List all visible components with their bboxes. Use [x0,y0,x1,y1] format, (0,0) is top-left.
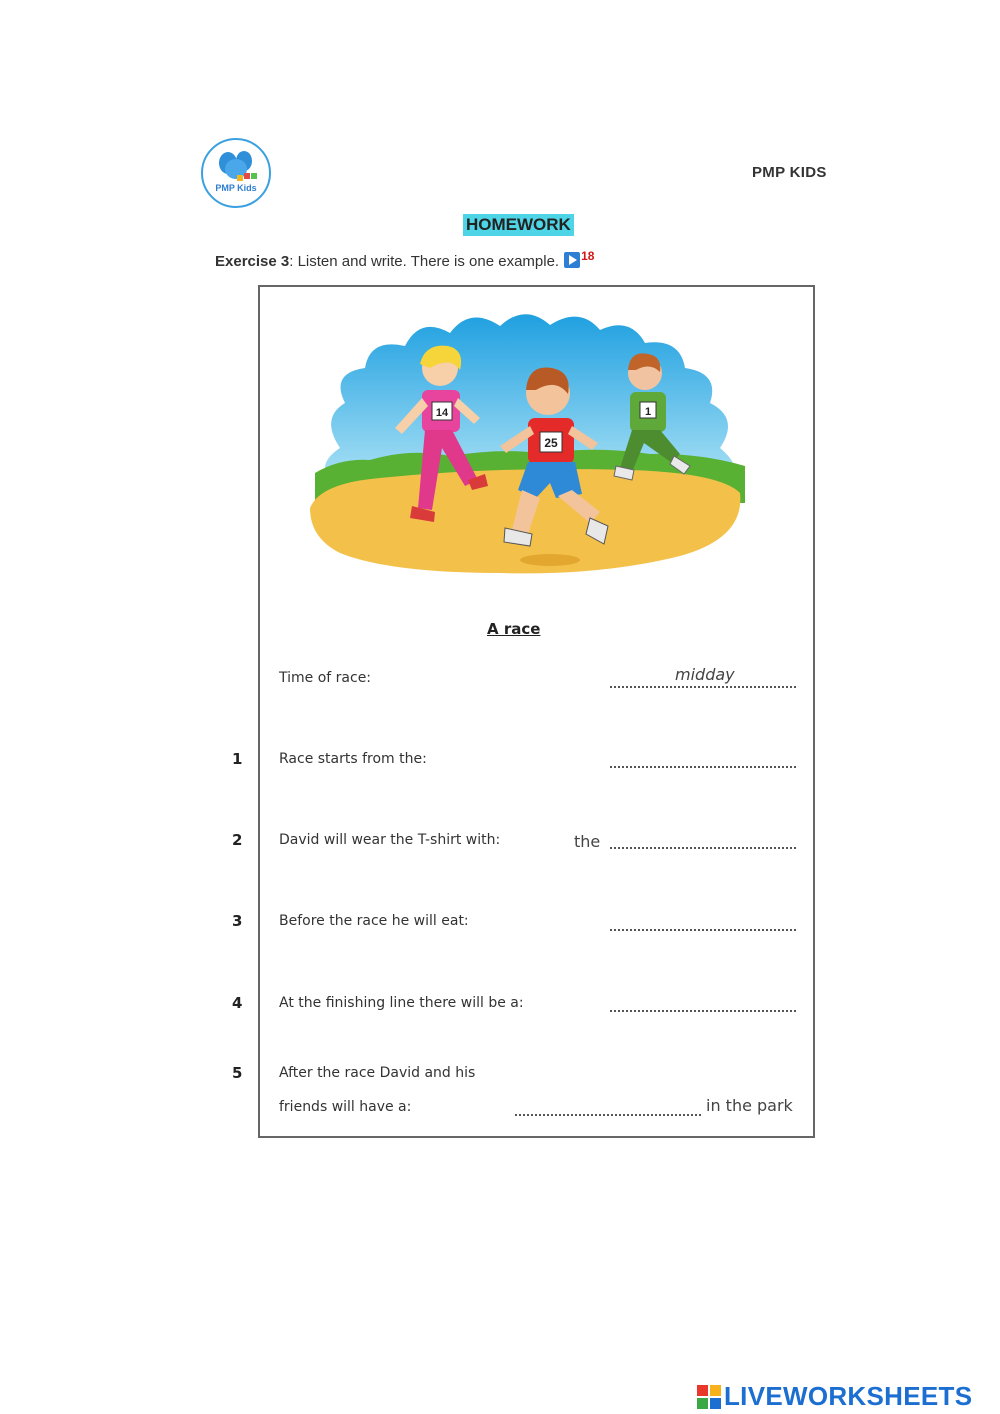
bib-14: 14 [435,407,449,419]
answer-field-2[interactable] [610,847,796,849]
question-label-line2: friends will have a: [279,1099,412,1115]
answer-field-1[interactable] [610,766,796,768]
exercise-number: Exercise 3 [215,253,290,270]
example-label: Time of race: [279,670,372,686]
homework-heading: HOMEWORK [463,214,574,236]
question-number: 1 [232,750,243,768]
brand-name: PMP KIDS [752,164,827,181]
question-number: 4 [232,994,243,1012]
liveworksheets-footer [697,1381,972,1412]
question-label: At the finishing line there will be a: [279,995,524,1011]
liveworksheets-logo-icon [697,1385,721,1409]
answer-suffix: in the park [706,1096,793,1115]
liveworksheets-brand: LIVEWORKSHEETS [724,1381,973,1411]
exercise-instruction [215,249,594,270]
question-label-line1: After the race David and his [279,1065,476,1081]
instruction-text: : Listen and write. There is one example. [289,253,560,270]
question-label: Race starts from the: [279,751,427,767]
bib-25: 25 [544,436,558,450]
answer-field-5[interactable] [515,1114,701,1116]
question-number: 3 [232,912,243,930]
audio-track-number: 18 [581,249,595,263]
example-answer-line [610,686,796,688]
answer-field-3[interactable] [610,929,796,931]
question-number: 5 [232,1064,243,1082]
logo-text: PMP Kids [215,183,257,193]
bib-1: 1 [644,406,652,418]
pmp-kids-logo [200,137,272,209]
race-illustration [300,298,750,583]
question-label: David will wear the T-shirt with: [279,832,501,848]
example-answer: midday [675,665,735,684]
question-number: 2 [232,831,243,849]
worksheet-title: A race [487,620,541,638]
answer-prefix: the [574,832,601,851]
play-audio-icon[interactable] [564,252,580,268]
answer-field-4[interactable] [610,1010,796,1012]
question-label: Before the race he will eat: [279,913,469,929]
